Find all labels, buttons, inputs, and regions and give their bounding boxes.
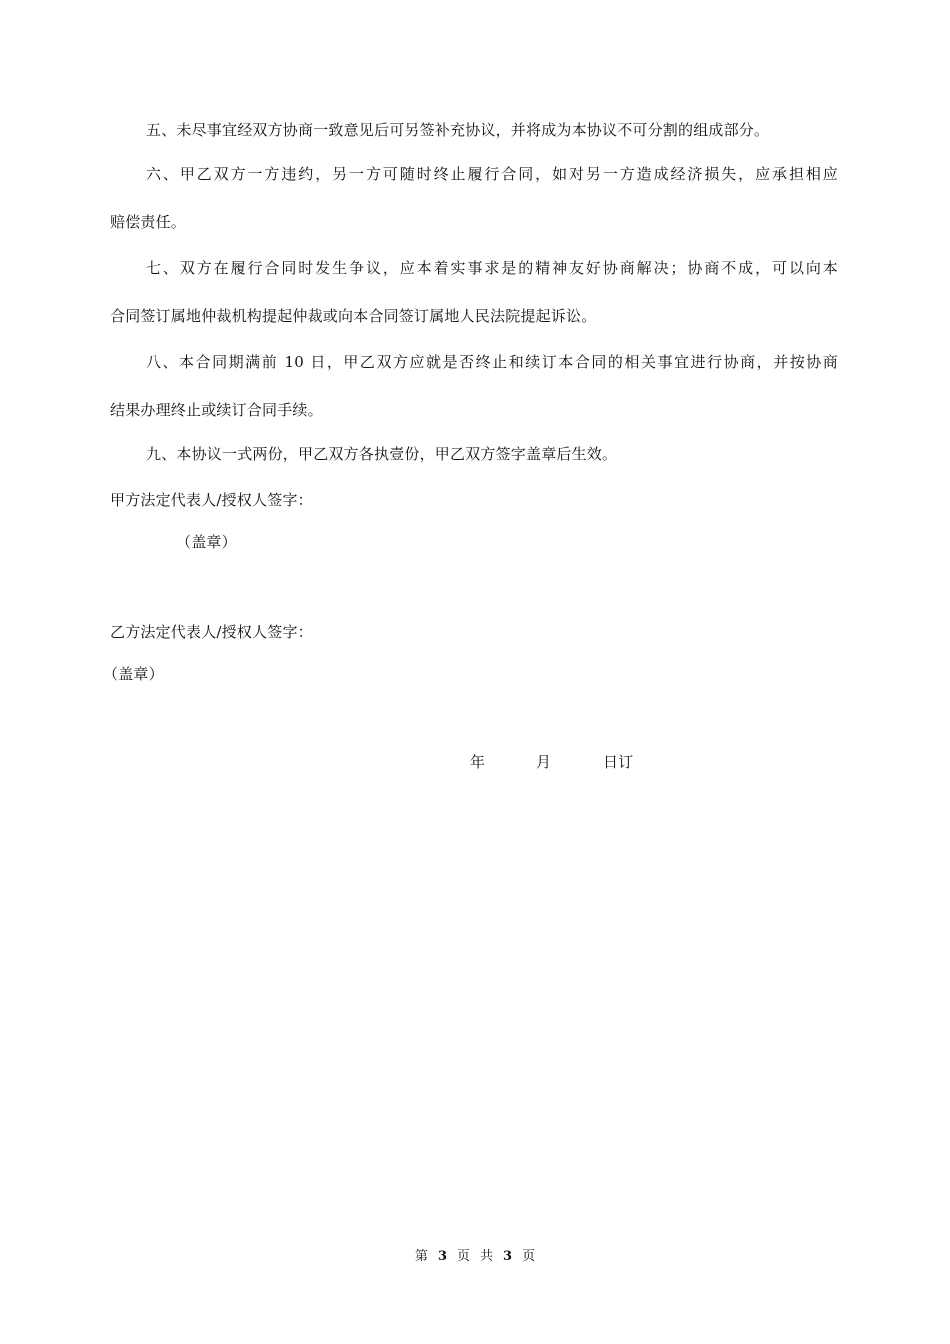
clause-6-line-1: 六、甲乙双方一方违约，另一方可随时终止履行合同，如对另一方造成经济损失，应承担相应 [146,165,838,183]
party-b-seal: （盖章） [103,665,164,683]
footer-total-pages: 3 [503,1249,513,1264]
party-b-signature-label: 乙方法定代表人/授权人签字： [110,623,313,641]
footer-prefix: 第 [414,1249,428,1264]
clause-5: 五、未尽事宜经双方协商一致意见后可另签补充协议，并将成为本协议不可分割的组成部分。 [146,121,770,139]
footer-page-word: 页 [456,1249,470,1264]
clause-8-line-2: 结果办理终止或续订合同手续。 [110,401,323,419]
page-footer [0,1248,950,1266]
clause-7-line-2: 合同签订属地仲裁机构提起仲裁或向本合同签订属地人民法院提起诉讼。 [110,307,597,325]
footer-total-word: 共 [480,1249,494,1264]
clause-8-line-1: 八、本合同期满前 10 日，甲乙双方应就是否终止和续订本合同的相关事宜进行协商，并按协商 [146,353,838,371]
clause-7-line-1: 七、双方在履行合同时发生争议，应本着实事求是的精神友好协商解决；协商不成，可以向本 [146,259,838,277]
clause-9: 九、本协议一式两份，甲乙双方各执壹份，甲乙双方签字盖章后生效。 [146,445,618,463]
footer-suffix: 页 [522,1249,536,1264]
date-month: 月 [536,753,552,771]
clause-6-line-2: 赔偿责任。 [110,213,187,231]
party-a-seal: （盖章） [176,533,237,551]
date-day: 日订 [603,753,634,771]
footer-current-page: 3 [437,1249,447,1264]
date-year: 年 [470,753,486,771]
party-a-signature-label: 甲方法定代表人/授权人签字： [110,491,313,509]
